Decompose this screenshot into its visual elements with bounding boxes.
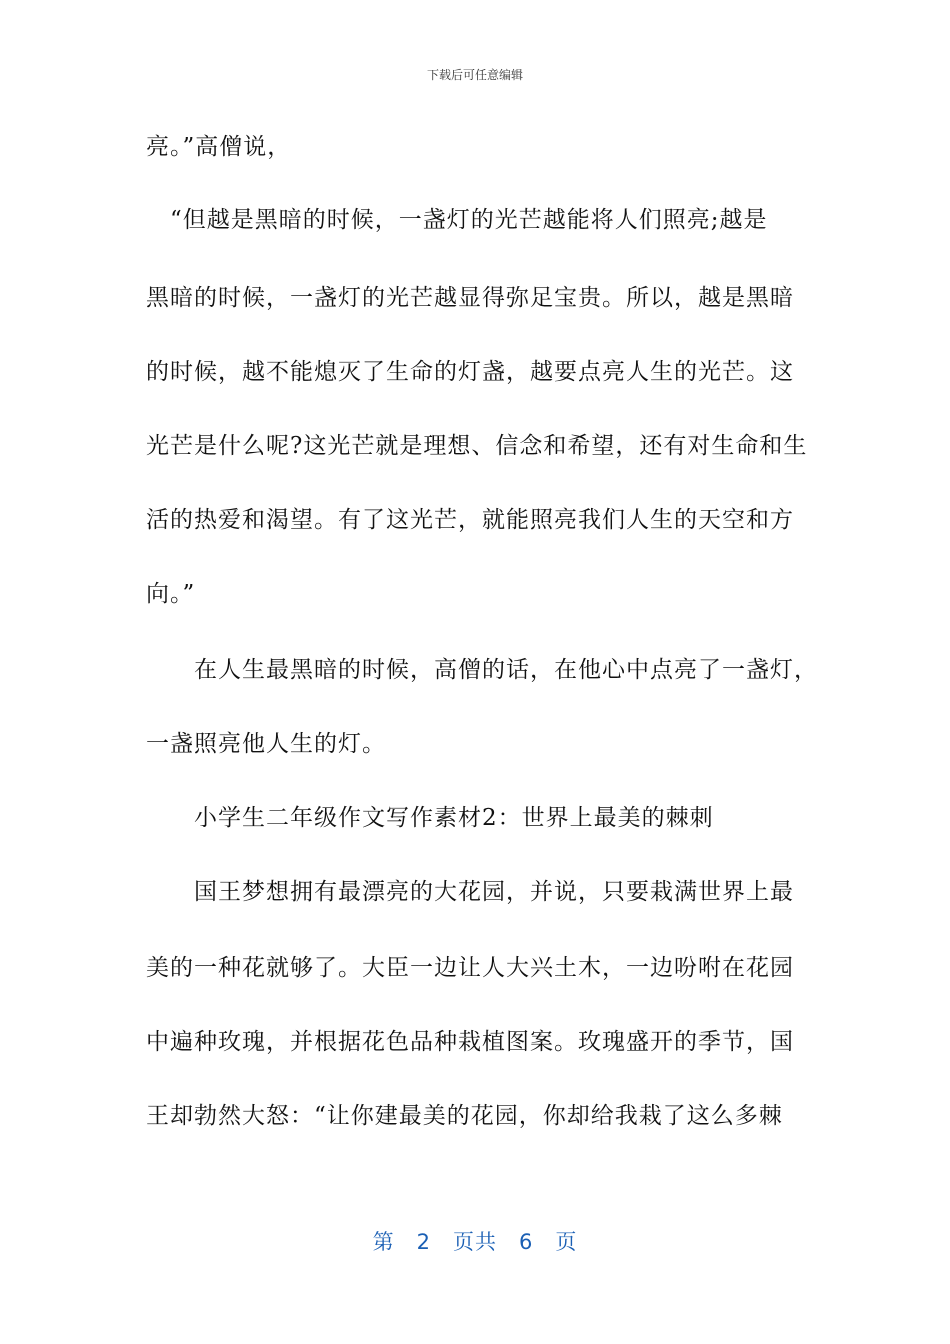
text-line: 国王梦想拥有最漂亮的大花园，并说，只要栽满世界上最 (194, 879, 794, 905)
text-line: 黑暗的时候，一盏灯的光芒越显得弥足宝贵。所以，越是黑暗 (146, 285, 794, 311)
text-line: 向。” (146, 581, 196, 607)
text-line: 的时候，越不能熄灭了生命的灯盏，越要点亮人生的光芒。这 (146, 359, 794, 385)
text-line: 在人生最黑暗的时候，高僧的话，在他心中点亮了一盏灯， (194, 657, 818, 683)
footer-prefix: 第 (372, 1230, 395, 1254)
page-header: 下载后可任意编辑 (426, 68, 523, 82)
text-line: 王却勃然大怒：“让你建最美的花园，你却给我栽了这么多棘 (146, 1103, 783, 1129)
text-line: 美的一种花就够了。大臣一边让人大兴土木，一边吩咐在花园 (146, 955, 794, 981)
text-line: 光芒是什么呢?这光芒就是理想、信念和希望，还有对生命和生 (146, 433, 808, 459)
text-line: “但越是黑暗的时候，一盏灯的光芒越能将人们照亮;越是 (170, 207, 768, 233)
section-heading: 小学生二年级作文写作素材2：世界上最美的棘刺 (194, 805, 714, 831)
text-line: 活的热爱和渴望。有了这光芒，就能照亮我们人生的天空和方 (146, 507, 794, 533)
text-line: 一盏照亮他人生的灯。 (146, 731, 386, 757)
text-line: 中遍种玫瑰，并根据花色品种栽植图案。玫瑰盛开的季节，国 (146, 1029, 794, 1055)
footer-suffix: 页 (555, 1230, 578, 1254)
current-page-number: 2 (416, 1230, 431, 1254)
total-page-number: 6 (519, 1230, 534, 1254)
text-line: 亮。”高僧说， (146, 134, 292, 160)
footer-middle: 页共 (453, 1230, 497, 1254)
page-footer (0, 1226, 950, 1256)
